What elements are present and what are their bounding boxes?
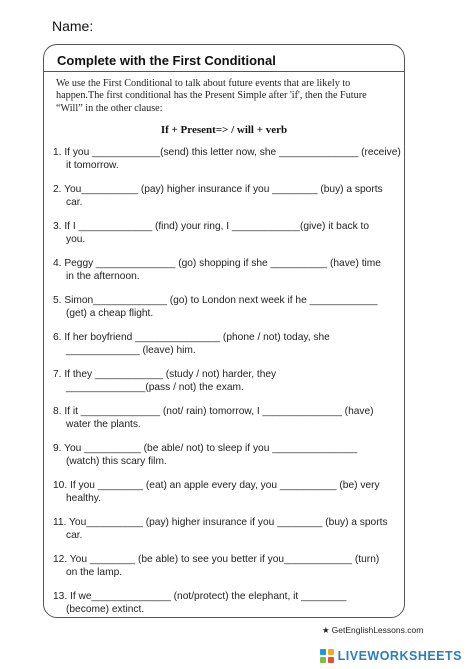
exercise-line: 9. You __________ (be able/ not) to sleep if you _______________ xyxy=(53,443,358,454)
exercise-item xyxy=(53,590,399,627)
exercise-line-continued: (become) extinct. xyxy=(66,604,145,615)
name-label: Name: xyxy=(52,18,94,34)
exercise-item xyxy=(53,405,399,442)
exercise-line: 6. If her boyfriend _______________ (phone / not) today, she xyxy=(53,332,330,343)
exercise-line: 4. Peggy ______________ (go) shopping if she __________ (have) time xyxy=(53,258,381,269)
exercise-line: 12. You ________ (be able) to see you better if you____________ (turn) xyxy=(53,554,380,565)
exercise-item xyxy=(53,516,399,553)
exercise-item xyxy=(53,368,399,405)
exercise-line: 7. If they ____________ (study / not) harder, they xyxy=(53,369,277,380)
exercise-line-continued: in the afternoon. xyxy=(66,271,140,282)
exercise-line: 5. Simon_____________ (go) to London next week if he ____________ xyxy=(53,295,378,306)
exercise-line-continued: on the lamp. xyxy=(66,567,123,578)
exercise-item xyxy=(53,146,399,183)
exercise-line-continued: you. xyxy=(66,234,86,245)
exercise-line-continued: (watch) this scary film. xyxy=(66,456,167,467)
exercise-item xyxy=(53,294,399,331)
exercise-item xyxy=(53,220,399,257)
site-credit xyxy=(322,625,423,636)
exercise-item xyxy=(53,553,399,590)
exercise-item xyxy=(53,479,399,516)
exercise-line: 13. If we______________ (not/protect) the elephant, it ________ xyxy=(53,591,347,602)
exercise-line-continued: car. xyxy=(66,197,83,208)
exercise-line-continued: car. xyxy=(66,530,83,541)
exercise-line-continued: healthy. xyxy=(66,493,101,504)
liveworksheets-logo-text: LIVEWORKSHEETS xyxy=(337,649,462,663)
intro-paragraph: We use the First Conditional to talk about future events that are likely to happen.The first conditional has the Present Simple after 'if', then the Future “Will” in the other clause: xyxy=(56,78,367,114)
grammar-formula: If + Present=> / will + verb xyxy=(160,124,288,136)
liveworksheets-logo-icon xyxy=(320,649,334,663)
exercise-line-continued: water the plants. xyxy=(66,419,141,430)
worksheet-title: Complete with the First Conditional xyxy=(57,53,276,68)
exercise-list xyxy=(53,146,399,627)
exercise-line-continued: (get) a cheap flight. xyxy=(66,308,154,319)
title-divider xyxy=(44,71,404,72)
footer-bar xyxy=(0,644,474,669)
liveworksheets-logo[interactable] xyxy=(320,649,462,663)
exercise-line: 3. If I _____________ (find) your ring, I ____________(give) it back to xyxy=(53,221,370,232)
exercise-line: 10. If you ________ (eat) an apple every day, you __________ (be) very xyxy=(53,480,380,491)
exercise-line-continued: it tomorrow. xyxy=(66,160,119,171)
exercise-line: 2. You__________ (pay) higher insurance if you ________ (buy) a sports xyxy=(53,184,383,195)
exercise-line-continued: _____________ (leave) him. xyxy=(66,345,196,356)
exercise-line: 1. If you ____________(send) this letter now, she ______________ (receive) xyxy=(53,147,401,158)
exercise-item xyxy=(53,257,399,294)
exercise-line: 8. If it ______________ (not/ rain) tomorrow, I ______________ (have) xyxy=(53,406,374,417)
exercise-item xyxy=(53,183,399,220)
exercise-line-continued: ______________(pass / not) the exam. xyxy=(66,382,244,393)
exercise-item xyxy=(53,442,399,479)
site-credit-text: GetEnglishLessons.com xyxy=(331,625,424,635)
worksheet-panel xyxy=(43,44,405,618)
exercise-line: 11. You__________ (pay) higher insurance if you ________ (buy) a sports xyxy=(53,517,388,528)
exercise-item xyxy=(53,331,399,368)
star-icon: ★ xyxy=(322,625,330,635)
